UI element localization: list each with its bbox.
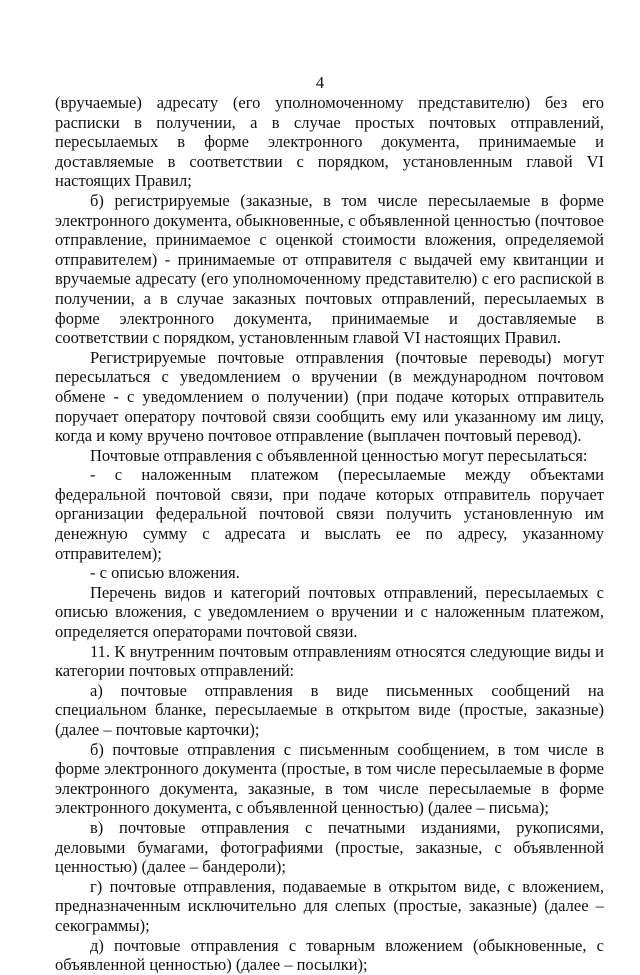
paragraph-cash-on-delivery: - с наложенным платежом (пересылаемые между объектами федеральной почтовой связи, при подаче которых отправитель поручает организации федеральной почтовой связи получить установленную им денежную сумму с адресата и выслать ее по адресу, указанному отправителем);	[55, 465, 604, 563]
paragraph-item-v-parcels-printed: в) почтовые отправления с печатными изданиями, рукописями, деловыми бумагами, фотографиями (простые, заказные, с объявленной ценностью) (далее – бандероли);	[55, 817, 604, 877]
paragraph-item-g-secograms: г) почтовые отправления, подаваемые в открытом виде, с вложением, предназначенным исключительно для слепых (простые, заказные) (далее – секограммы);	[55, 876, 604, 935]
paragraph-item-11: 11. К внутренним почтовым отправлениям относятся следующие виды и категории почтовых отправлений:	[55, 641, 604, 681]
paragraph-item-a-postcards: а) почтовые отправления в виде письменных сообщений на специальном бланке, пересылаемые в открытом виде (простые, заказные) (далее – почтовые карточки);	[55, 680, 604, 739]
paragraph-list-of-types: Перечень видов и категорий почтовых отправлений, пересылаемых с описью вложения, с уведомлением о вручении и с наложенным платежом, определяется операторами почтовой связи.	[55, 582, 604, 642]
paragraph-registered: б) регистрируемые (заказные, в том числе пересылаемые в форме электронного документа, обыкновенные, с объявленной ценностью (почтовое отправление, принимаемое с оценкой стоимости вложения, определяемой отправителем) - принимаемые от отправителя с выдачей ему квитанции и вручаемые адресату (его уполномоченному представителю) с его распиской в получении, а в случае заказных почтовых отправлений, пересылаемых в форме электронного документа, принимаемые и доставляемые в соответствии с порядком, установленным главой VI настоящих Правил.	[55, 190, 604, 348]
page-number: 4	[315, 73, 325, 92]
paragraph-delivery-notice: Регистрируемые почтовые отправления (почтовые переводы) могут пересылаться с уведомлением о вручении (в международном почтовом обмене - с уведомлением о получении) (при подаче которых отправитель поручает оператору почтовой связи сообщить ему или указанному им лицу, когда и кому вручено почтовое отправление (выплачен почтовый перевод).	[55, 347, 604, 446]
document-body	[55, 93, 604, 975]
paragraph-item-b-letters: б) почтовые отправления с письменным сообщением, в том числе в форме электронного документа (простые, в том числе пересылаемые в форме электронного документа, заказные, в том числе пересылаемые в форме электронного документа, с объявленной ценностью) (далее – письма);	[55, 739, 604, 818]
paragraph-continuation: (вручаемые) адресату (его уполномоченному представителю) без его расписки в получении, а в случае простых почтовых отправлений, пересылаемых в форме электронного документа, принимаемые и доставляемые в соответствии с порядком, установленным главой VI настоящих Правил;	[55, 93, 604, 191]
paragraph-inventory: - с описью вложения.	[90, 563, 240, 583]
paragraph-item-d-parcels: д) почтовые отправления с товарным вложением (обыкновенные, с объявленной ценностью) (далее – посылки);	[55, 935, 604, 975]
paragraph-declared-value: Почтовые отправления с объявленной ценностью могут пересылаться:	[90, 445, 588, 465]
